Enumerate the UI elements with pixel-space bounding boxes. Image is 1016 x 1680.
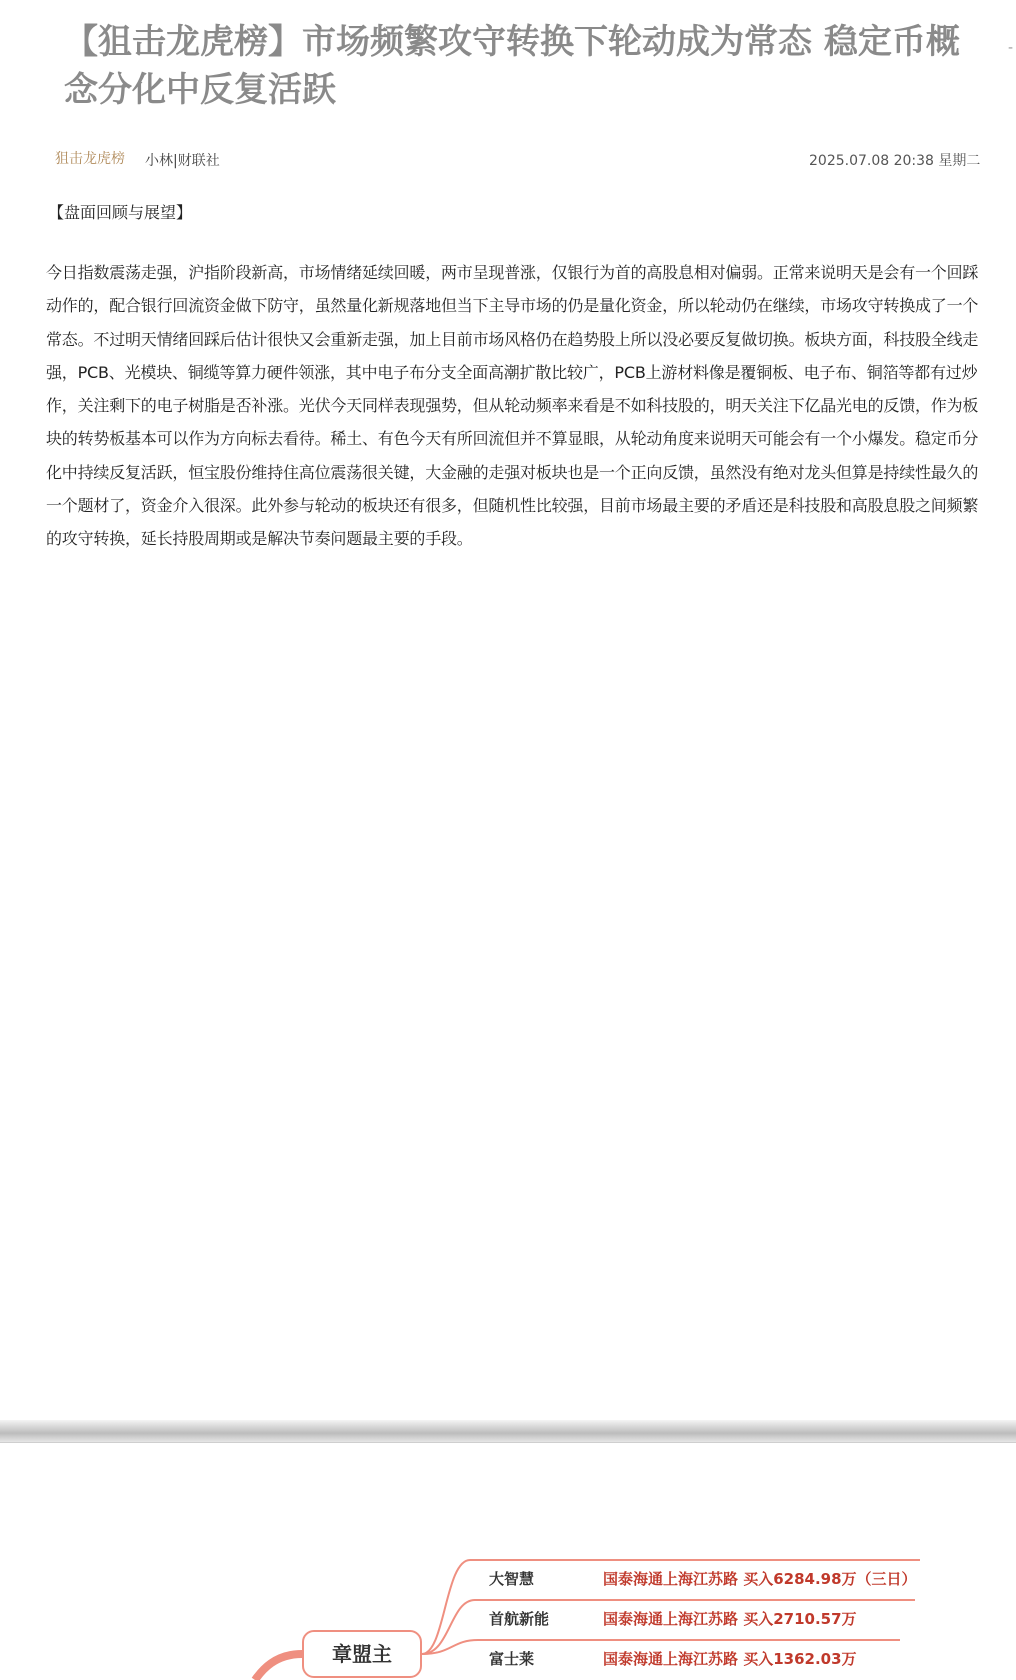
root-connector-left [255,1654,302,1680]
mindmap-detail-1: 国泰海通上海江苏路 买入6284.98万（三日） [603,1570,917,1588]
publish-datetime: 2025.07.08 20:38 星期二 [809,153,981,169]
divider-line [0,1442,1016,1443]
edge-glyph: - [1008,40,1014,56]
author-source: 小林|财联社 [145,153,220,169]
page-break-divider [0,1420,1016,1442]
section-heading: 【盘面回顾与展望】 [48,203,193,222]
mindmap-stock-1: 大智慧 [489,1570,535,1588]
mindmap-root-node: 章盟主 [302,1630,422,1678]
mindmap-stock-3: 富士莱 [489,1650,535,1668]
mindmap-detail-2: 国泰海通上海江苏路 买入2710.57万 [603,1610,857,1628]
article-title: 【狙击龙虎榜】市场频繁攻守转换下轮动成为常态 稳定币概念分化中反复活跃 [64,22,960,110]
mindmap-detail-3: 国泰海通上海江苏路 买入1362.03万 [603,1650,857,1668]
mindmap-image [0,1530,1016,1680]
mindmap-stock-2: 首航新能 [489,1610,550,1628]
article-body: 今日指数震荡走强，沪指阶段新高，市场情绪延续回暖，两市呈现普涨，仅银行为首的高股息相对偏弱。正常来说明天是会有一个回踩动作的，配合银行回流资金做下防守，虽然量化新规落地但当下主导市场的仍是量化资金，所以轮动仍在继续，市场攻守转换成了一个常态。不过明天情绪回踩后估计很快又会重新走强，加上目前市场风格仍在趋势股上所以没必要反复做切换。板块方面，科技股全线走强，PCB、光模块、铜缆等算力硬件领涨，其中电子布分支全面高潮扩散比较广，PCB上游材料像是覆铜板、电子布、铜箔等都有过炒作，关注剩下的电子树脂是否补涨。光伏今天同样表现强势，但从轮动频率来看是不如科技股的，明天关注下亿晶光电的反馈，作为板块的转势板基本可以作为方向标去看待。稀土、有色今天有所回流但并不算显眼，从轮动角度来说明天可能会有一个小爆发。稳定币分化中持续反复活跃，恒宝股份维持住高位震荡很关键，大金融的走强对板块也是一个正向反馈，虽然没有绝对龙头但算是持续性最久的一个题材了，资金介入很深。此外参与轮动的板块还有很多，但随机性比较强，目前市场最主要的矛盾还是科技股和高股息股之间频繁的攻守转换，延长持股周期或是解决节奏问题最主要的手段。 [46,263,979,549]
column-tag-link[interactable]: 狙击龙虎榜 [55,151,125,167]
